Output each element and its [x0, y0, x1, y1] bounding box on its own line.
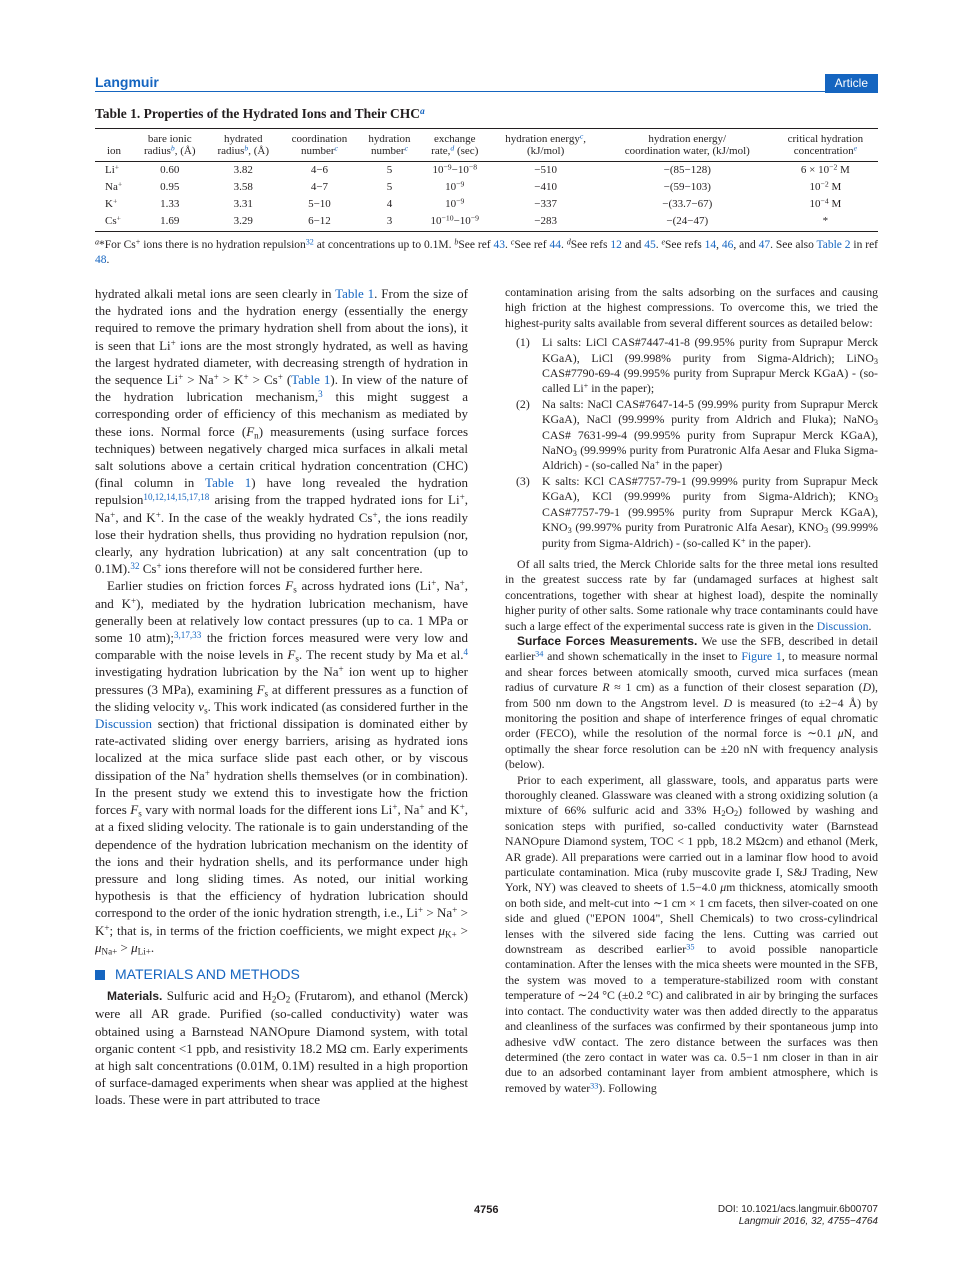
paragraph: Earlier studies on friction forces $F_s$ across hydrated ions (Li+, Na+, and K+), mediated by the hydration lubrication mechanism, have generally been at relatively low contact pressures (up to ca. 1 MPa or some 10 atm);$^{3,17,33}$ the friction forces measured were very low and comparable with the noise levels in $F_s$. The recent study by Ma et al.$^4$ investigating hydration lubrication by the Na+ ion went up to higher pressures (3 MPa), examining $F_s$ at different pressures as a function of the sliding velocity $v_s$. This work indicated (as considered further in the Discussion section) that frictional dissipation is dominated either by rate-activated sliding over energy barriers, arising as hydrated ions localized at the mica surface slide past each other, or by viscous dissipation of the Na+ hydration shells themselves (or in combination). In the present study we extend this to investigate how the friction forces $F_s$ vary with normal loads for the different ions Li+, Na+ and K+, at a fixed sliding velocity. The rationale is to gain understanding of the dependence of the hydration lubrication mechanism on the identity of the ions and their hydration shells, and its performance under high pressure and long sliding times. As noted, our initial working hypothesis is that the efficiency of hydration lubrication should correspond to the order of the ionic hydration strength, i.e., Li+ > Na+ > K+; that is, in terms of the friction coefficients, we might expect $\mu_{K+} > \mu_{Na+} > \mu_{Li+}$.: [95, 578, 469, 956]
ref-link[interactable]: 14: [704, 239, 717, 251]
paragraph: Of all salts tried, the Merck Chloride salts for the three metal ions resulted in the greatest success rate by far (undamaged surfaces at highest salt concentrations, together with shear at highest load), despite the nominally higher purity of other salts. Some rationale why trace contaminants could have such a large effect of the experimental success rate is given in the Discussion.: [505, 556, 878, 633]
table-row: Na+ 0.95 3.58 4−7 5 $10^{-9}$ −410 −(59−103) $10^{-2}$ M: [105, 179, 842, 193]
footer-citation: DOI: 10.1021/acs.langmuir.6b00707 Langmuir 2016, 32, 4755−4764: [717, 1204, 878, 1227]
salt-list: [505, 335, 878, 551]
col-hydrated-radius: hydrated radius$^b$, (Å): [207, 129, 281, 162]
list-item: (1) Li salts: LiCl CAS#7447-41-8 (99.95% purity from Suprapur Merck KGaA), LiCl (99.998% purity from Sigma-Aldrich); LiNO$_3$ CAS#7790-69-4 (99.995% purity from Suprapur Merck KGaA) - (so-called Li+ in the paper);: [516, 335, 878, 396]
paragraph: Materials. Sulfuric acid and $H_2O_2$ (Frutarom), and ethanol (Merck) were all AR grade. Purified (so-called conductivity) water was obtained using a Barnstead NANOpure Diamond system, with total organic content <1 ppb, and resistivity 18.2 MΩ cm. Early experiments at high salt concentrations (0.01M, 0.1M) resulted in a high proportion of surface-damaged experiments when shear was applied at the highest loads. These were in part attributed to trace: [95, 988, 468, 1108]
ref-link[interactable]: 45: [644, 239, 656, 251]
col-exchange-rate: exchange rate,$^d$ (sec): [420, 129, 489, 162]
left-column: [95, 285, 468, 1109]
col-chc: critical hydration concentration$^e$: [773, 129, 878, 162]
table-title: Table 1. Properties of the Hydrated Ions and Their CHC$^a$: [95, 106, 425, 121]
section-heading: MATERIALS AND METHODS: [95, 966, 468, 983]
col-energy-per-water: hydration energy/ coordination water, (kJ/mol): [602, 129, 773, 162]
col-hydration-number: hydration number$^c$: [359, 129, 420, 162]
article-type-badge: Article: [825, 74, 878, 93]
journal-name[interactable]: Langmuir: [95, 74, 159, 90]
table-row: Cs+ 1.69 3.29 6−12 3 $10^{-10}-10^{-9}$ −283 −(24−47) *: [95, 213, 878, 232]
paragraph: Surface Forces Measurements. We use the SFB, described in detail earlier$^{34}$ and shown schematically in the inset to Figure 1, to measure normal and shear forces between atomically smooth, curved mica surfaces (mean radius of curvature R ≈ 1 cm) as a function of their closest separation (D), from 500 nm down to the Angstrom level. D is measured (to ±2−4 Å) by monitoring the position and shape of interference fringes of equal chromatic order (FECO), while the resolution of the normal force is ∼0.1 μN, and optimally the shear force resolution can be ±20 nN with frequency analysis (below).: [505, 633, 879, 772]
col-coordination: coordination number$^c$: [280, 129, 359, 162]
ref-link[interactable]: 43: [493, 239, 506, 251]
col-ion: ion: [95, 129, 133, 162]
properties-table: [95, 128, 878, 232]
doi-link[interactable]: DOI: 10.1021/acs.langmuir.6b00707: [717, 1204, 878, 1215]
page-number: 4756: [474, 1204, 499, 1216]
ref-link[interactable]: 47: [758, 239, 771, 251]
list-item: (2) Na salts: NaCl CAS#7647-14-5 (99.99% purity from Suprapur Merck KGaA), NaCl (99.999% purity from Aldrich and Fluka); NaNO$_3$ CAS# 7631-99-4 (99.995% purity from Suprapur Merck KGaA), NaNO$_3$ (99.999% purity from Puratronic Alfa Aesar and Fluka Sigma-Aldrich) - (so-called Na+ in the paper): [516, 396, 878, 473]
ref-link[interactable]: 48: [95, 254, 107, 266]
header-rule: [95, 91, 878, 92]
table2-link[interactable]: Table 2: [816, 239, 851, 251]
col-hydration-energy: hydration energy$^c$, (kJ/mol): [489, 129, 601, 162]
table-header-row: [95, 129, 878, 162]
right-column: [505, 285, 878, 1096]
table-footnote: $^a$*For Cs+ ions there is no hydration repulsion$^{32}$ at concentrations up to 0.1M. $^b$See ref 43. $^c$See ref 44. $^d$See refs 12 and 45. $^e$See refs 14, 46, and 47. See also Table 2 in ref 48.: [95, 237, 879, 266]
table-row: K+ 1.33 3.31 5−10 4 $10^{-9}$ −337 −(33.7−67) $10^{-4}$ M: [105, 196, 842, 210]
table-row: Li+ 0.60 3.82 4−6 5 $10^{-9}-10^{-8}$ −510 −(85−128) $6 \times 10^{-2}$ M: [105, 162, 850, 176]
list-item: (3) K salts: KCl CAS#7757-79-1 (99.999% purity from Suprapur Meck KGaA), KCl (99.999% purity from Sigma-Aldrich); $KNO_3$ CAS#7757-79-1 (99.995% purity from Suprapur Merck KGaA), $KNO_3$ (99.997% purity from Puratronic Alfa Aesar), $KNO_3$ (99.999% purity from Sigma-Aldrich) - (so-called K+ in the paper).: [516, 473, 878, 550]
col-bare-radius: bare ionic radius$^b$, (Å): [133, 129, 207, 162]
paragraph: contamination arising from the salts adsorbing on the surfaces and causing high friction at the highest compressions. To overcome this, we tried the highest-purity salts available from several different sources as detailed below:: [505, 285, 878, 330]
ref-link[interactable]: 46: [721, 239, 734, 251]
paragraph: hydrated alkali metal ions are seen clearly in Table 1. From the size of the hydrated ions and the hydration energy (essentially the energy required to remove the primary hydration shell from about the ions), it is seen that Li+ ions are the most strongly hydrated, as well as having the largest hydrated diameter, with decreasing strength of hydration in the sequence Li+ > Na+ > K+ > Cs+ (Table 1). In view of the nature of the hydration lubrication mechanism,$^3$ this might suggest a corresponding order of efficiency of this mechanism as mediated by these ions. Normal force $(F_n)$ measurements (using surface forces techniques) between negatively charged mica surfaces in alkali metal salt solutions above a certain critical hydration concentration (CHC) (final column in Table 1) have long revealed the hydration repulsion$^{10,12,14,15,17,18}$ arising from the trapped hydrated ions for Li+, Na+, and K+. In the case of the weakly hydrated Cs+, the ions readily lose their hydration shells, thus providing no hydration repulsion (nor, clearly, any hydration lubrication) at any salt concentration (up to 0.1M).$^{32}$ Cs+ ions therefore will not be considered further here.: [95, 286, 469, 577]
ref-link[interactable]: 44: [549, 239, 561, 251]
running-header: [95, 74, 878, 94]
ref-link[interactable]: 12: [610, 239, 622, 251]
paragraph: Prior to each experiment, all glassware, tools, and apparatus parts were thoroughly cleaned. Glassware was cleaned with a strong oxidizing solution (a mixture of 66% sulfuric acid and 33% $H_2O_2$) followed by washing and sonication steps with purified, so-called conductivity water (Barnstead NANOpure Diamond system, TOC < 1 ppb, 18.2 MΩcm) and ethanol (Merk, AR grade). All preparations were carried out in a laminar flow hood to avoid particulate contamination. Mica (ruby muscovite grade I, S&J Trading, New York, NY) was cleaved to sheets of 1.5−4.0 μm thickness, atomically smooth on both side, and melt-cut into ∼1 cm × 1 cm facets, then silver-coated on one side and glued ("EPON 1004", Shell Chemicals) to two cross-cylindrical lenses with the silvered side facing the lens. Cutting was carried out downstream as described earlier$^{35}$ to avoid possible nanoparticle contamination. After the lenses with the mica sheets were mounted in the SFB, the system was moved to a temperature-stabilized room with constant temperature of ∼24 °C (±0.2 °C) and calibrated in air by bringing the surfaces into contact. The conductivity water was then added directly to the apparatus and cleanliness of the surfaces was confirmed by their spontaneous jump into adhesive vdW contact. The zero distance between the surfaces was then determined (the zero contact in water was ca. 0.5−1 nm closer in than in air due to an adsorbed contaminant layer from ambient atmosphere, which is removed by water$^{33}$). Following: [505, 772, 878, 1095]
